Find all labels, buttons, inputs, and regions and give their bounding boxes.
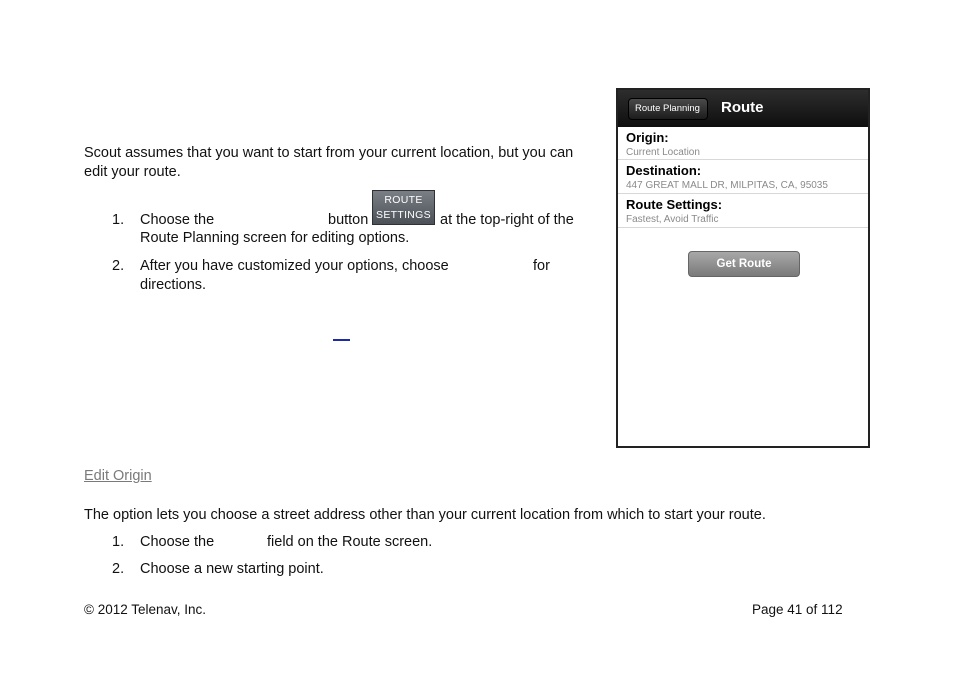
nav-bar (618, 90, 868, 127)
back-button-route-planning[interactable]: Route Planning (628, 98, 708, 120)
edit-origin-description: The option lets you choose a street address other than your current location from which to start your route. (84, 507, 766, 523)
step-2-text-b: for (533, 258, 550, 274)
route-screen-screenshot (616, 88, 870, 448)
route-settings-row[interactable] (618, 194, 868, 228)
destination-value: 447 GREAT MALL DR, MILPITAS, CA, 95035 (626, 180, 828, 191)
origin-label: Origin: (626, 130, 669, 145)
edit-origin-step-1-text-a: Choose the (140, 534, 215, 550)
edit-origin-step-2-text: Choose a new starting point. (140, 561, 324, 577)
nav-title: Route (721, 99, 764, 116)
step-1-text-a: Choose the (140, 212, 215, 228)
route-settings-value: Fastest, Avoid Traffic (626, 214, 719, 225)
route-settings-line-1: ROUTE (384, 194, 423, 206)
intro-line-1: Scout assumes that you want to start from your current location, but you can (84, 145, 574, 161)
link-underline[interactable] (333, 339, 350, 341)
step-1-text-b: button (328, 212, 369, 228)
step-2-line-2: directions. (140, 277, 207, 293)
step-1-text-c: at the top-right of the (440, 212, 574, 228)
footer-page-number: Page 41 of 112 (752, 602, 843, 617)
step-2-number: 2. (112, 258, 125, 274)
route-settings-line-2: SETTINGS (376, 209, 431, 221)
footer-copyright: © 2012 Telenav, Inc. (84, 602, 207, 617)
route-settings-button-image (372, 190, 435, 225)
step-1-number: 1. (112, 212, 125, 228)
origin-row[interactable] (618, 128, 868, 160)
destination-row[interactable] (618, 160, 868, 194)
route-settings-label: Route Settings: (626, 197, 723, 212)
destination-label: Destination: (626, 163, 702, 178)
step-1-line-2: Route Planning screen for editing options. (140, 230, 410, 246)
get-route-button[interactable]: Get Route (688, 251, 800, 277)
origin-value: Current Location (626, 147, 700, 158)
step-2-text-a: After you have customized your options, choose (140, 258, 449, 274)
intro-line-2: edit your route. (84, 164, 181, 180)
edit-origin-heading[interactable]: Edit Origin (84, 468, 152, 484)
edit-origin-step-2-number: 2. (112, 561, 125, 577)
edit-origin-step-1-number: 1. (112, 534, 125, 550)
edit-origin-step-1-text-b: field on the Route screen. (267, 534, 433, 550)
